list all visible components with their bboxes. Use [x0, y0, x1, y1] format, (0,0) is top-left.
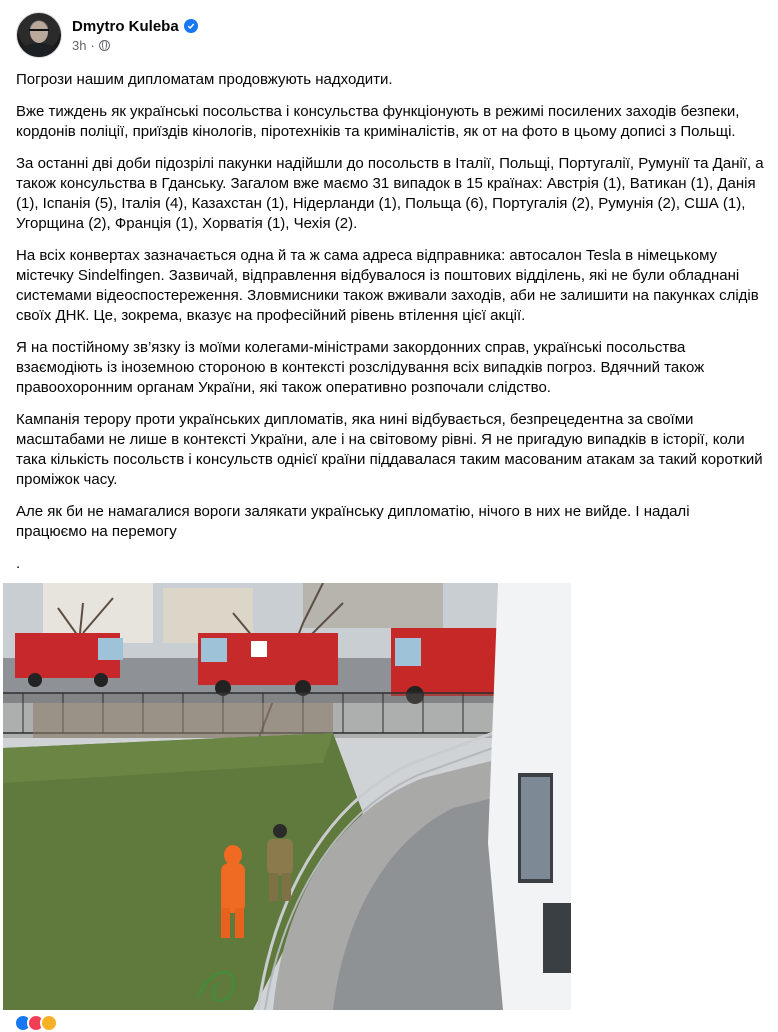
- post-paragraph: Погрози нашим дипломатам продовжують надходити.: [16, 71, 393, 88]
- post-timestamp[interactable]: 3h: [72, 37, 87, 53]
- meta-separator: ·: [90, 37, 95, 53]
- post-paragraph-last: [16, 502, 764, 542]
- post-paragraph-text: Але як би не намагалися вороги залякати українську дипломатію, нічого в них не вийде. І надалі працюємо на перемогу: [16, 503, 690, 540]
- post-meta: [72, 18, 198, 53]
- post-paragraph: На всіх конвертах зазначається одна й та ж сама адреса відправника: автосалон Tesla в німецькому містечку Sindelfingen. Зазвичай, відправлення відбувалося із поштових відділень, які не були обладнані системами відеоспостереження. Зловмисники також вживали заходів, аби не залишити на пакунках слідів своїх ДНК. Це, зокрема, вказує на професійний рівень втілення цієї акції.: [16, 247, 759, 324]
- post-photo[interactable]: [3, 583, 571, 1010]
- reaction-icons[interactable]: [14, 1014, 53, 1032]
- post-paragraph: За останні дві доби підозрілі пакунки надійшли до посольств в Італії, Польщі, Португалії, Румунії та Данії, а також консульства в Гданську. Загалом вже маємо 31 випадок в 15 країнах: Австрія (1), Ватикан (1), Данія (1), Іспанія (5), Італія (4), Казахстан (1), Нідерланди (1), Польща (6), Португалія (2), Румунія (2), США (1), Угорщина (2), Франція (1), Хорватія (1), Чехія (2).: [16, 155, 764, 232]
- care-reaction-icon: [40, 1014, 58, 1032]
- post-paragraph: Вже тиждень як українські посольства і консульства функціонують в режимі посилених заходів безпеки, кордонів поліції, приїздів кінологів, піротехніків та криміналістів, як от на фото в цьому дописі з Польщі.: [16, 103, 740, 140]
- author-name[interactable]: Dmytro Kuleba: [72, 17, 179, 35]
- post-paragraph: Кампанія терору проти українських дипломатів, яка нині відбувається, безпрецедентна за своїми масштабами не лише в контексті України, але і на світовому рівні. Я не пригадую випадків в історії, коли така кількість посольств і консульств однієї країни піддавалася таким масованим атакам за такий короткий проміжок часу.: [16, 411, 763, 488]
- globe-icon[interactable]: [99, 40, 110, 51]
- post-paragraph: Я на постійному зв’язку із моїми колегами-міністрами закордонних справ, українські посольства взаємодіють із іноземною стороною в контексті розслідування всіх випадків погроз. Вдячний також правоохоронним органам України, які також оперативно розпочали слідство.: [16, 339, 705, 396]
- post-text: Погрози нашим дипломатам продовжують надходити. Вже тиждень як українські посольства і консульства функціонують в режимі посилених заходів безпеки, кордонів поліції, приїздів кінологів, піротехніків та криміналістів, як от на фото в цьому дописі з Польщі. За останні дві доби підозрілі пакунки надійшли до посольств в Італії, Польщі, Португалії, Румунії та Данії, а також консульства в Гданську. Загалом вже маємо 31 випадок в 15 країнах: Австрія (1), Ватикан (1), Данія (1), Іспанія (5), Італія (4), Казахстан (1), Нідерланди (1), Польща (6), Португалія (2), Румунія (2), США (1), Угорщина (2), Франція (1), Хорватія (1), Чехія (2). На всіх конвертах зазначається одна й та ж сама адреса відправника: автосалон Tesla в німецькому містечку Sindelfingen. Зазвичай, відправлення відбувалося із поштових відділень, які не були обладнані системами відеоспостереження. Зловмисники також вживали заходів, аби не залишити на пакунках слідів своїх ДНК. Це, зокрема, вказує на професійний рівень втілення цієї акції. Я на постійному зв’язку із моїми колегами-міністрами закордонних справ, українські посольства взаємодіють із іноземною стороною в контексті розслідування всіх випадків погроз. Вдячний також правоохоронним органам України, які також оперативно розпочали слідство. Кампанія терору проти українських дипломатів, яка нині відбувається, безпрецедентна за своїми масштабами не лише в контексті України, але і на світовому рівні. Я не пригадую випадків в історії, коли така кількість посольств і консульств однієї країни піддавалася таким масованим атакам за такий короткий проміжок часу. Але як би не намагалися вороги залякати українську дипломатію, нічого в них не вийде. І надалі працюємо на перемогу .: [16, 71, 764, 572]
- verified-badge-icon: [184, 19, 198, 33]
- photo-illustration: [3, 583, 571, 1010]
- ukraine-flag-icon: [180, 525, 198, 537]
- author-avatar[interactable]: [16, 12, 62, 58]
- post-header: [16, 12, 198, 58]
